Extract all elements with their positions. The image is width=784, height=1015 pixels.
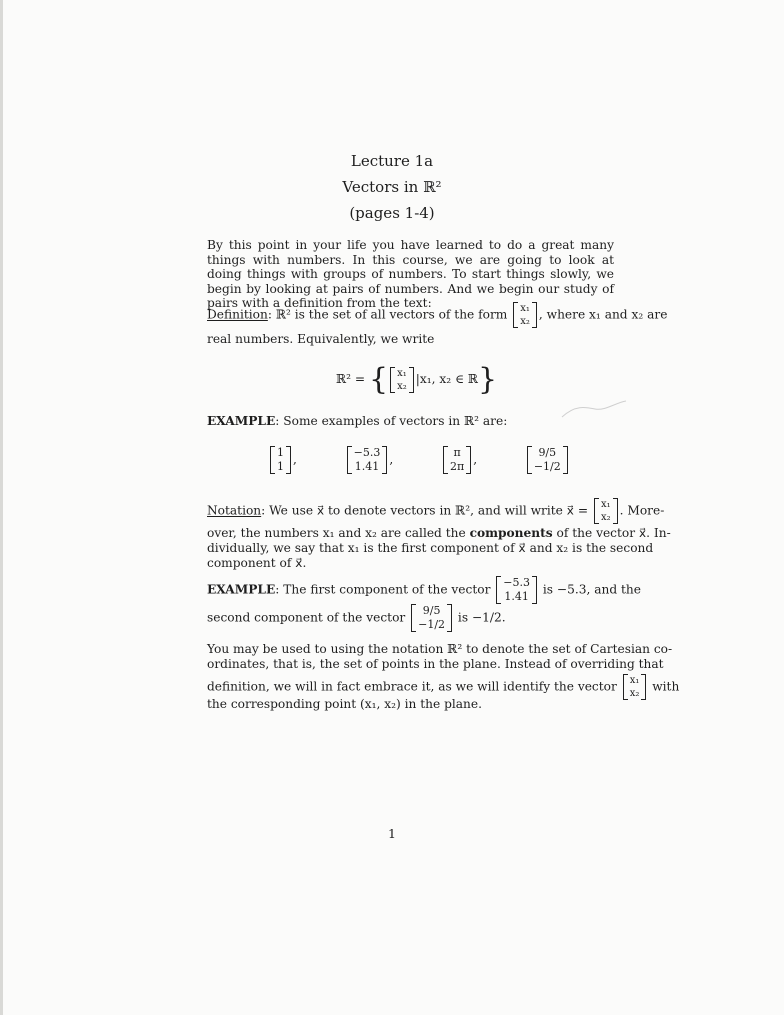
closing-line3-a: definition, we will in fact embrace it, as we will identify the vector <box>207 679 617 694</box>
vector-entry: 1 <box>277 460 284 473</box>
vector-entry: 1.41 <box>504 590 529 603</box>
definition-text-before: : ℝ² is the set of all vectors of the form <box>267 307 508 322</box>
example2-line-2 <box>207 604 506 632</box>
notation-line-2a: over, the numbers x₁ and x₂ are called the <box>207 526 470 540</box>
lecture-topic: Vectors in ℝ² <box>342 178 442 196</box>
vector-entry: x₂ <box>397 380 407 392</box>
closing-line3-b: with <box>652 679 680 694</box>
definition-line-1 <box>207 302 667 328</box>
closing-vector <box>623 674 647 700</box>
right-brace: } <box>478 362 498 397</box>
vector-entry: 1 <box>277 446 284 459</box>
lecture-title: Lecture 1a <box>350 152 434 170</box>
notation-text-a: : We use x⃗ to denote vectors in ℝ², and will write x⃗ = <box>261 503 589 518</box>
notation-line-2 <box>207 526 671 540</box>
vector-entry: 9/5 <box>422 604 441 617</box>
vector-entry: x₂ <box>520 316 530 327</box>
vector-entry: x₁ <box>397 367 407 379</box>
set-equation-lhs: ℝ² = <box>336 372 366 386</box>
example-vector-4 <box>527 446 568 474</box>
notation-text-b: . More- <box>619 503 665 518</box>
vector-entry: −5.3 <box>353 446 381 459</box>
intro-paragraph: By this point in your life you have learned to do a great many things with numbers. In this course, we are going to look at doing things with groups of numbers. To start things slowly, we begin by looking at pairs of numbers. And we begin our study of pairs with a definition from the text: <box>207 238 614 310</box>
closing-line-4: the corresponding point (x₁, x₂) in the plane. <box>207 697 482 711</box>
definition-text-after: , where x₁ and x₂ are <box>538 307 668 322</box>
vector-entry: x₁ <box>520 303 530 314</box>
separator-comma: , <box>389 452 394 467</box>
page-range: (pages 1-4) <box>349 204 435 222</box>
scan-pencil-mark <box>560 395 630 425</box>
example2-vector-1 <box>496 576 537 604</box>
example2-vector-2 <box>411 604 452 632</box>
example2-text-b: is −5.3, and the <box>542 582 641 597</box>
vector-entry: π <box>453 446 461 459</box>
vector-entry: −1/2 <box>533 460 561 473</box>
vector-entry: −1/2 <box>418 618 446 631</box>
notation-vector <box>594 498 618 524</box>
separator-comma: , <box>473 452 478 467</box>
closing-line-2: ordinates, that is, the set of points in the plane. Instead of overriding that <box>207 657 664 671</box>
vector-entry: x₂ <box>629 688 640 699</box>
vector-entry: 1.41 <box>354 460 380 473</box>
example-vectors <box>268 446 570 474</box>
example2-label: EXAMPLE <box>207 582 276 597</box>
vector-entry: x₁ <box>600 499 611 510</box>
set-vector <box>390 367 414 393</box>
set-condition: |x₁, x₂ ∈ ℝ <box>415 372 479 386</box>
definition-line-2: real numbers. Equivalently, we write <box>207 332 435 346</box>
example-vector-3 <box>443 446 471 474</box>
vector-entry: 2π <box>449 460 465 473</box>
vector-entry: x₁ <box>629 675 640 686</box>
page-number: 1 <box>388 826 396 841</box>
vector-entry: 9/5 <box>538 446 557 459</box>
example1-label: EXAMPLE <box>207 414 276 428</box>
notation-line-3: dividually, we say that x₁ is the first component of x⃗ and x₂ is the second <box>207 541 654 555</box>
notation-line-2b: of the vector x⃗. In- <box>552 526 671 540</box>
closing-line-1: You may be used to using the notation ℝ² to denote the set of Cartesian co- <box>207 642 673 656</box>
components-term: components <box>469 526 553 540</box>
example2-line2-a: second component of the vector <box>207 610 406 625</box>
example-vector-1 <box>270 446 291 474</box>
set-equation <box>336 362 497 397</box>
example1-line <box>207 414 507 428</box>
example2-line2-b: is −1/2. <box>457 610 506 625</box>
example-vector-2 <box>347 446 388 474</box>
notation-line-1 <box>207 498 664 524</box>
generic-vector <box>513 302 537 328</box>
definition-label: Definition <box>207 307 268 322</box>
notation-label: Notation <box>207 503 262 518</box>
example2-line-1 <box>207 576 641 604</box>
example1-text: : Some examples of vectors in ℝ² are: <box>275 414 508 428</box>
vector-entry: −5.3 <box>503 576 530 589</box>
separator-comma: , <box>293 452 297 467</box>
vector-entry: x₂ <box>600 512 611 523</box>
left-brace: { <box>368 362 389 397</box>
example2-text-a: : The first component of the vector <box>275 582 491 597</box>
notation-line-4: component of x⃗. <box>207 556 307 570</box>
